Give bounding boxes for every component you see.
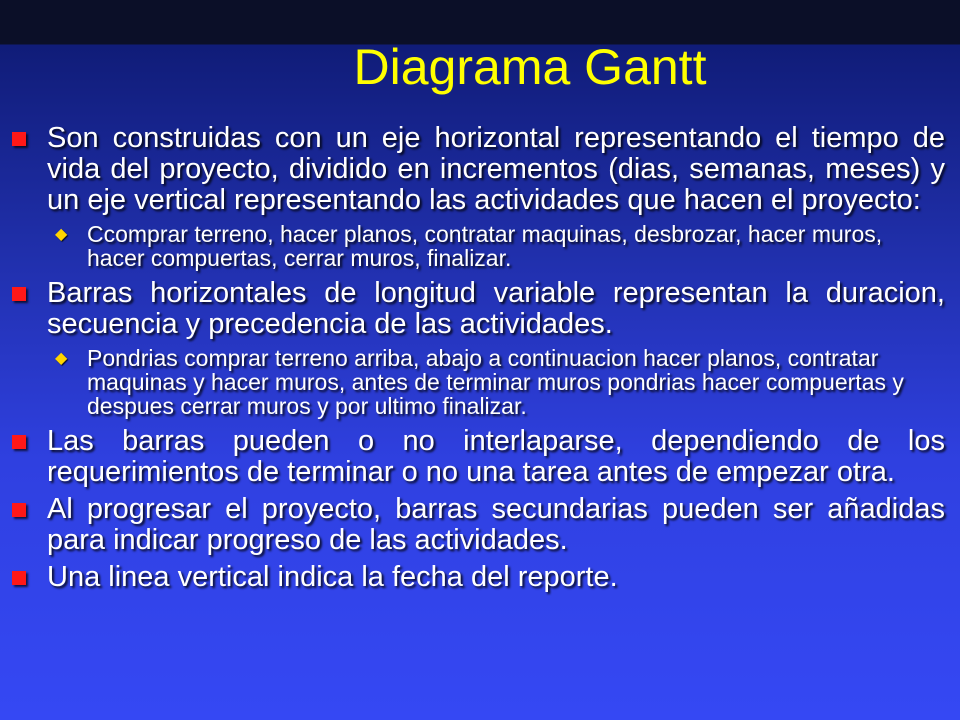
bullet-item [10, 123, 945, 216]
slide-title: Diagrama Gantt [353, 39, 707, 95]
red-square-bullet-icon [12, 287, 26, 301]
yellow-diamond-bullet-icon: ◆ [55, 224, 68, 243]
slide-content [10, 123, 945, 599]
bullet-text: Una linea vertical indica la fecha del reporte. [47, 561, 618, 593]
sub-bullet-item [47, 222, 945, 270]
bullet-text: Las barras pueden o no interlaparse, dependiendo de los requerimientos de terminar o no una tarea antes de empezar otra. [47, 425, 945, 488]
red-square-bullet-icon [12, 503, 26, 517]
red-square-bullet-icon [12, 435, 26, 449]
yellow-diamond-bullet-icon: ◆ [55, 348, 68, 367]
bullet-item [10, 562, 945, 593]
bullet-item [10, 494, 945, 556]
sub-bullet-item [47, 346, 945, 418]
sub-bullet-text: Ccomprar terreno, hacer planos, contratar maquinas, desbrozar, hacer muros, hacer compuertas, cerrar muros, finalizar. [87, 221, 883, 271]
sub-bullet-text: Pondrias comprar terreno arriba, abajo a continuacion hacer planos, contratar maquinas y hacer muros, antes de terminar muros pondrias hacer compuertas y despues cerrar muros y por ultimo finalizar. [87, 345, 904, 419]
bullet-item [10, 426, 945, 488]
bullet-text: Son construidas con un eje horizontal representando el tiempo de vida del proyecto, dividido en incrementos (dias, semanas, meses) y un eje vertical representando las actividades que hacen el proyecto: [47, 122, 945, 216]
bullet-text: Al progresar el proyecto, barras secundarias pueden ser añadidas para indicar progreso de las actividades. [47, 493, 945, 556]
red-square-bullet-icon [12, 132, 26, 146]
bullet-text: Barras horizontales de longitud variable representan la duracion, secuencia y precedencia de las actividades. [47, 277, 945, 340]
red-square-bullet-icon [12, 571, 26, 585]
bullet-item [10, 278, 945, 340]
